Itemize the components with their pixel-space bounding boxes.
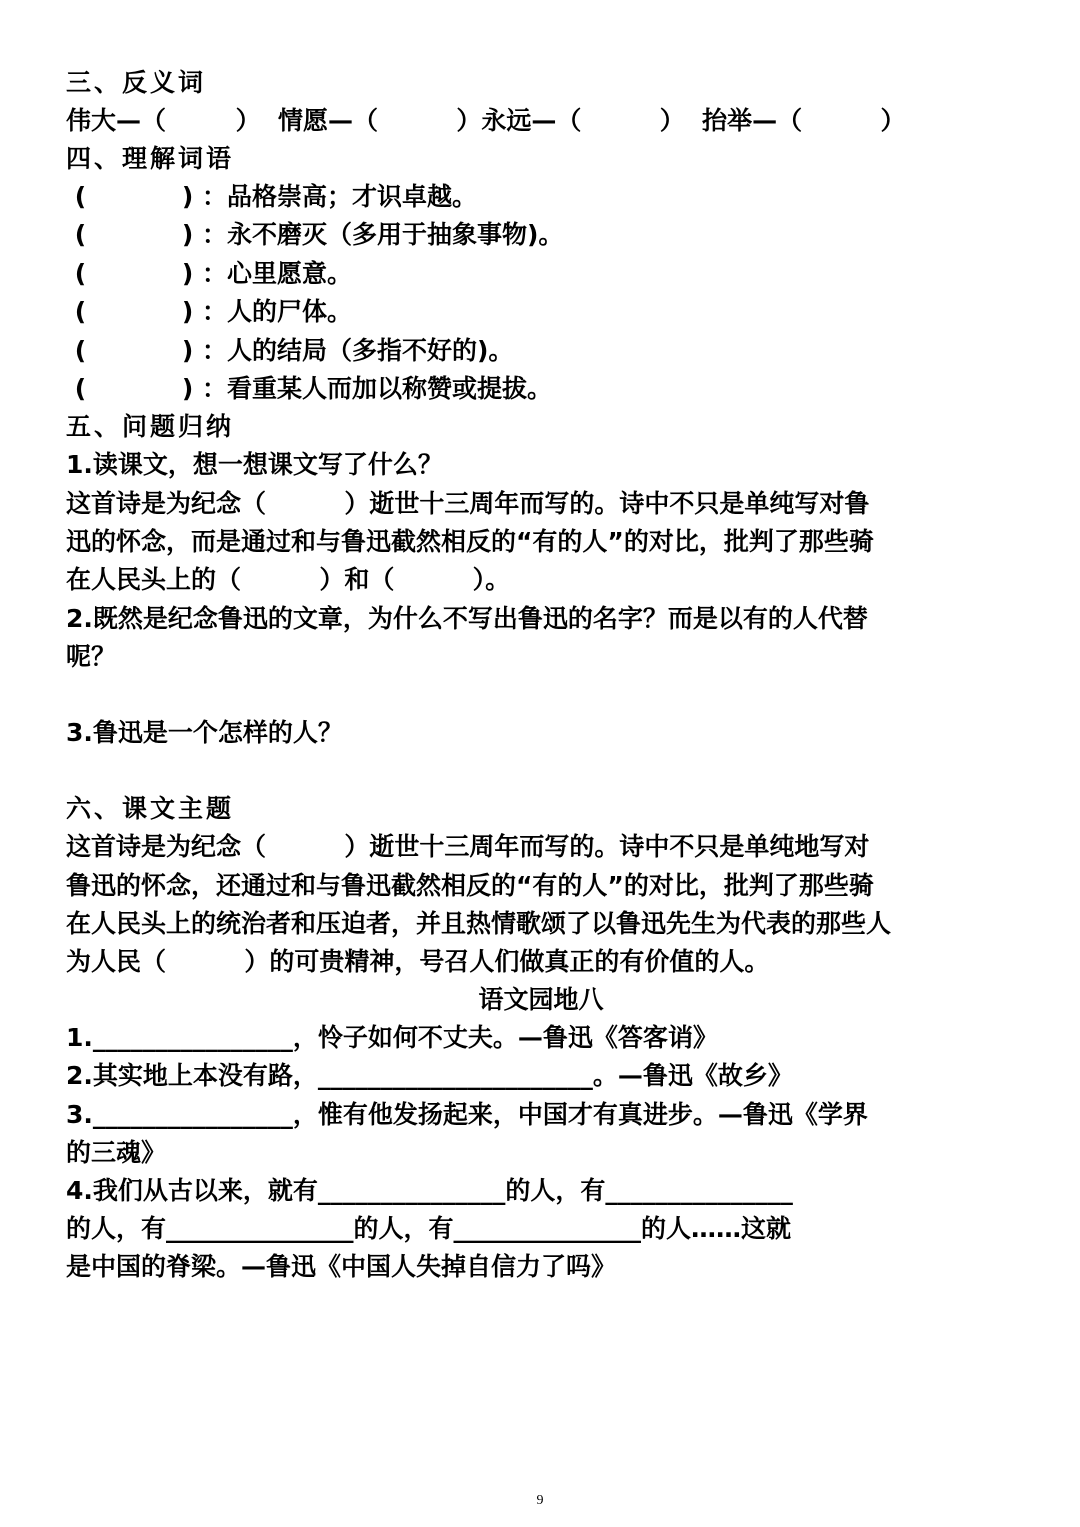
theme-paragraph-line: 为人民（ ）的可贵精神，号召人们做真正的有价值的人。 <box>66 947 770 976</box>
quote-line: 的三魂》 <box>66 1138 167 1167</box>
quote-line: 的人，有_______________的人，有_______________的人……这就 <box>66 1214 792 1243</box>
theme-paragraph-line: 在人民头上的统治者和压迫者，并且热情歌颂了以鲁迅先生为代表的那些人 <box>66 909 892 938</box>
definition-item: ( ) ：心里愿意。 <box>66 259 352 288</box>
answer-paragraph-line: 这首诗是为纪念（ ）逝世十三周年而写的。诗中不只是单纯写对鲁 <box>66 489 870 518</box>
definition-item: ( ) ：看重某人而加以称赞或提拔。 <box>66 374 552 403</box>
definition-item: ( ) ：品格崇高；才识卓越。 <box>66 182 477 211</box>
theme-paragraph-line: 鲁迅的怀念，还通过和与鲁迅截然相反的“有的人”的对比，批判了那些骑 <box>66 871 874 900</box>
section-3-heading: 三、反义词 <box>66 68 207 97</box>
answer-paragraph-line: 迅的怀念，而是通过和与鲁迅截然相反的“有的人”的对比，批判了那些骑 <box>66 527 874 556</box>
section-5-heading: 五、问题归纳 <box>66 412 235 441</box>
answer-paragraph-line: 在人民头上的（ ）和（ ）。 <box>66 565 511 594</box>
definition-item: ( ) ：人的尸体。 <box>66 297 352 326</box>
question-3: 3.鲁迅是一个怎样的人？ <box>66 718 343 747</box>
section-4-heading: 四、理解词语 <box>66 144 235 173</box>
question-1: 1.读课文，想一想课文写了什么？ <box>66 450 443 479</box>
antonym-row: 伟大—（ ） 情愿—（ ）永远—（ ） 抬举—（ ） <box>66 106 906 135</box>
page-number: 9 <box>536 1493 544 1508</box>
garden-title: 语文园地八 <box>478 985 604 1014</box>
theme-paragraph-line: 这首诗是为纪念（ ）逝世十三周年而写的。诗中不只是单纯地写对 <box>66 832 870 861</box>
definition-item: ( ) ：永不磨灭（多用于抽象事物)。 <box>66 220 564 249</box>
definition-item: ( ) ：人的结局（多指不好的)。 <box>66 336 514 365</box>
quote-line: 是中国的脊梁。—鲁迅《中国人失掉自信力了吗》 <box>66 1252 617 1281</box>
quote-line: 2.其实地上本没有路，______________________。—鲁迅《故乡》 <box>66 1061 793 1090</box>
section-6-heading: 六、课文主题 <box>66 794 235 823</box>
question-2: 2.既然是纪念鲁迅的文章，为什么不写出鲁迅的名字？而是以有的人代替 <box>66 604 868 633</box>
quote-line: 4.我们从古以来，就有_______________的人，有_______________ <box>66 1176 793 1205</box>
quote-line: 3.________________，惟有他发扬起来，中国才有真进步。—鲁迅《学界 <box>66 1100 868 1129</box>
quote-line: 1.________________，怜子如何不丈夫。—鲁迅《答客诮》 <box>66 1023 718 1052</box>
question-2-cont: 呢？ <box>66 642 117 671</box>
